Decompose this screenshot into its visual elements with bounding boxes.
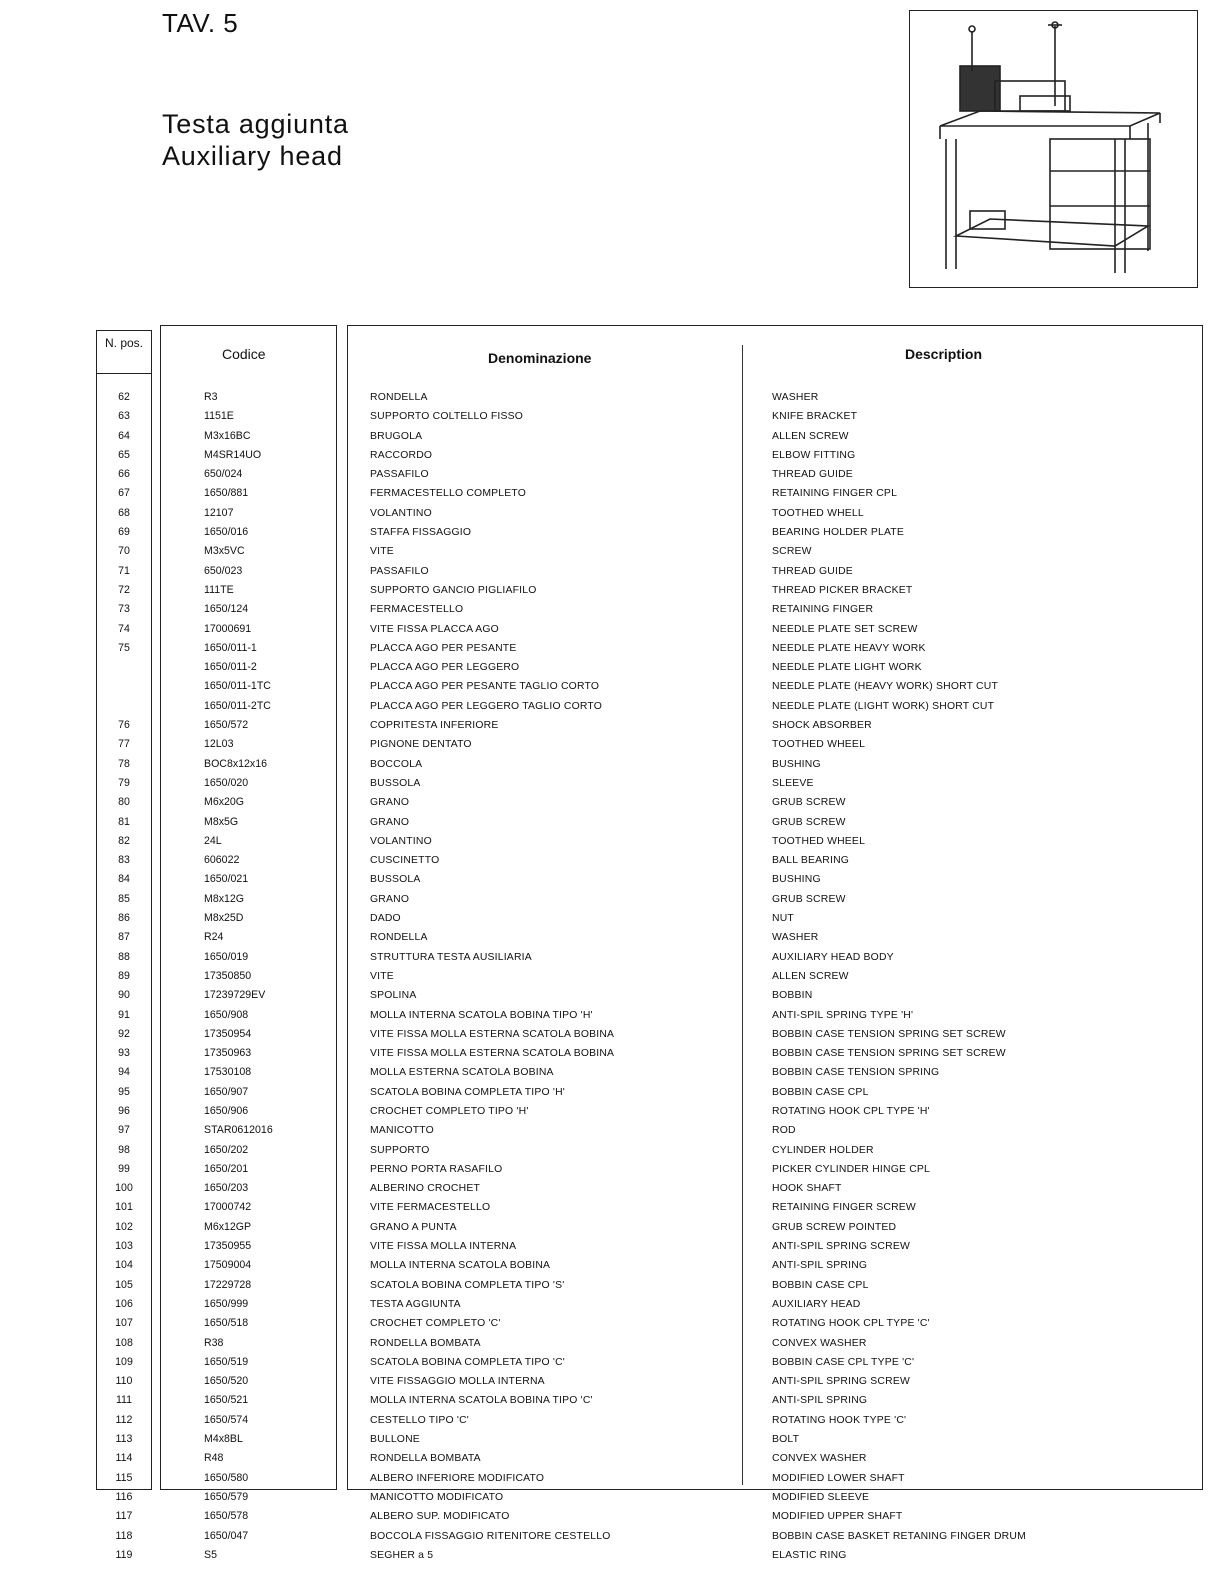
table-row: M8x12G [204,892,245,905]
table-row: GRUB SCREW [772,816,846,828]
table-row: 62 [118,391,130,403]
table-row: 109 [115,1355,133,1368]
table-row: NEEDLE PLATE (HEAVY WORK) SHORT CUT [772,681,999,693]
table-row: 68 [118,506,130,519]
table-row: WASHER [772,392,819,403]
table-row: 101 [115,1201,133,1214]
table-row: SEGHER a 5 [370,1549,434,1561]
table-row: 112 [115,1413,133,1426]
title-italian: Testa aggiunta [162,109,349,139]
table-row: 106 [115,1297,133,1310]
table-row: MODIFIED SLEEVE [772,1491,870,1503]
table-row: 1650/999 [204,1297,249,1310]
table-row: 1650/518 [204,1317,249,1330]
pos-list [97,388,151,1584]
table-row: 83 [118,854,130,867]
sewing-machine-icon [910,11,1196,286]
table-row: BUSHING [772,758,821,770]
table-row: RACCORDO [370,449,433,461]
table-row: 117 [115,1510,133,1523]
table-row: 63 [118,410,130,423]
table-row: ALLEN SCREW [772,430,849,442]
table-row: R38 [204,1336,224,1349]
table-row: SHOCK ABSORBER [772,720,872,732]
table-row: BOC8x12x16 [204,757,268,770]
table-row: MOLLA INTERNA SCATOLA BOBINA TIPO 'H' [370,1009,593,1021]
table-row: HOOK SHAFT [772,1183,842,1195]
table-row: BUSHING [772,874,821,886]
table-row: RETAINING FINGER CPL [772,488,898,500]
table-row: 1650/202 [204,1143,249,1156]
table-row: 67 [118,487,130,500]
table-row: 87 [118,931,130,944]
table-row: 91 [118,1008,130,1021]
table-row: GRANO [370,816,410,828]
table-row [97,1565,151,1584]
table-row: 111 [115,1394,133,1407]
table-row: M3x16BC [204,429,251,442]
table-row: 17509004 [204,1259,252,1272]
table-row: TOOTHED WHEEL [772,739,866,751]
table-row: ANTI-SPIL SPRING TYPE 'H' [772,1009,914,1021]
table-row: CROCHET COMPLETO TIPO 'H' [370,1105,529,1117]
table-row: 1650/016 [204,526,249,539]
table-row: 1650/907 [204,1085,249,1098]
table-row: THREAD PICKER BRACKET [772,584,913,596]
table-row: ROTATING HOOK CPL TYPE 'H' [772,1105,930,1117]
table-row: 72 [118,583,130,596]
table-row: BOBBIN [772,990,813,1002]
page-title [162,108,349,172]
table-row: PLACCA AGO PER PESANTE [370,642,517,654]
table-row: NEEDLE PLATE HEAVY WORK [772,642,926,654]
table-row: 77 [118,738,130,751]
table-row: MOLLA INTERNA SCATOLA BOBINA [370,1260,551,1272]
table-row: 1650/520 [204,1375,249,1388]
table-row: ANTI-SPIL SPRING [772,1395,868,1407]
table-row: RONDELLA BOMBATA [370,1453,481,1465]
table-row: 80 [118,796,130,809]
table-row: 102 [115,1220,133,1233]
table-row: MANICOTTO [370,1125,434,1137]
table-row: BOBBIN CASE TENSION SPRING SET SCREW [772,1028,1006,1040]
table-row: SCATOLA BOBINA COMPLETA TIPO 'H' [370,1086,565,1098]
table-row: ANTI-SPIL SPRING SCREW [772,1241,910,1253]
table-row: 1650/881 [204,487,249,500]
table-row: 650/024 [204,468,243,481]
table-row: 17239729EV [204,989,266,1002]
table-row: NEEDLE PLATE SET SCREW [772,623,918,635]
table-row: PERNO PORTA RASAFILO [370,1163,503,1175]
table-row: BULLONE [370,1434,420,1446]
table-row: VITE FERMACESTELLO [370,1202,491,1214]
table-row: 89 [118,969,130,982]
table-row: TESTA AGGIUNTA [370,1298,461,1310]
table-row [772,1565,1026,1584]
table-row: TOOTHED WHEEL [772,835,866,847]
table-row: VITE FISSA MOLLA INTERNA [370,1241,517,1253]
table-row: MANICOTTO MODIFICATO [370,1491,504,1503]
table-row: MOLLA ESTERNA SCATOLA BOBINA [370,1067,554,1079]
table-row: 95 [118,1085,130,1098]
table-row: 64 [118,429,130,442]
table-row: 74 [118,622,130,635]
table-row: RONDELLA BOMBATA [370,1337,481,1349]
table-row: 1650/124 [204,603,249,616]
table-row: R48 [204,1452,224,1465]
table-row: M8x25D [204,912,244,925]
table-row: THREAD GUIDE [772,565,853,577]
table-row: SCATOLA BOBINA COMPLETA TIPO 'S' [370,1279,565,1291]
table-row: ANTI-SPIL SPRING [772,1260,868,1272]
table-row: BUSSOLA [370,777,421,789]
table-row: BOBBIN CASE CPL [772,1086,869,1098]
table-row: 85 [118,892,130,905]
table-row: 100 [115,1182,133,1195]
table-row: 105 [115,1278,133,1291]
table-row: 1650/011-2TC [204,699,271,712]
table-row: VITE FISSA MOLLA ESTERNA SCATOLA BOBINA [370,1048,615,1060]
table-row: NEEDLE PLATE LIGHT WORK [772,662,922,674]
table-row: NEEDLE PLATE (LIGHT WORK) SHORT CUT [772,700,995,712]
table-row: STRUTTURA TESTA AUSILIARIA [370,951,532,963]
table-row: SCATOLA BOBINA COMPLETA TIPO 'C' [370,1356,565,1368]
table-row: 92 [118,1027,130,1040]
table-row: 88 [118,950,130,963]
table-row: 66 [118,468,130,481]
table-row: RETAINING FINGER [772,604,874,616]
table-row: 606022 [204,854,240,867]
table-row: CONVEX WASHER [772,1453,867,1465]
table-row: 114 [115,1452,133,1465]
table-row: 1151E [204,410,234,423]
table-row: 96 [118,1104,130,1117]
table-row [97,697,151,716]
table-row: 84 [118,873,130,886]
table-row: CESTELLO TIPO 'C' [370,1414,469,1426]
table-row: RONDELLA [370,392,428,403]
table-row: 104 [115,1259,133,1272]
table-row: 94 [118,1066,130,1079]
table-row [204,1565,273,1584]
table-row: BOLT [772,1434,800,1446]
table-row: GRUB SCREW [772,797,846,809]
table-row [97,677,151,696]
table-row: MODIFIED LOWER SHAFT [772,1472,905,1484]
table-row: RETAINING FINGER SCREW [772,1202,916,1214]
table-row: 79 [118,776,130,789]
table-row: 17000691 [204,622,252,635]
table-row: 1650/047 [204,1529,249,1542]
table-row: BRUGOLA [370,430,423,442]
table-row: VOLANTINO [370,507,432,519]
table-row: WASHER [772,932,819,944]
table-row: 650/023 [204,564,243,577]
table-row: PIGNONE DENTATO [370,739,472,751]
table-row: AUXILIARY HEAD BODY [772,951,894,963]
description-list [772,388,1026,1584]
table-row: 1650/011-1 [204,641,257,654]
table-row: STAR0612016 [204,1124,273,1137]
table-row: 1650/908 [204,1008,249,1021]
table-row: GRUB SCREW POINTED [772,1221,897,1233]
table-row: 17350963 [204,1047,252,1060]
machine-illustration [909,10,1198,288]
table-row: GRANO [370,893,410,905]
table-row: ALLEN SCREW [772,970,849,982]
table-row: SUPPORTO COLTELLO FISSO [370,411,523,423]
table-row: ROTATING HOOK CPL TYPE 'C' [772,1318,930,1330]
table-row: CROCHET COMPLETO 'C' [370,1318,501,1330]
table-row: DADO [370,913,401,925]
table-row: 1650/011-1TC [204,680,271,693]
table-row: 1650/020 [204,776,249,789]
table-row: S5 [204,1548,217,1561]
table-row: 1650/579 [204,1490,249,1503]
table-row: 1650/021 [204,873,249,886]
table-row: M4SR14UO [204,448,262,461]
table-row: R24 [204,931,224,944]
table-row: 71 [118,564,130,577]
table-row: 103 [115,1240,133,1253]
table-row: 1650/574 [204,1413,249,1426]
table-row: VITE FISSA MOLLA ESTERNA SCATOLA BOBINA [370,1028,615,1040]
table-row: 97 [118,1124,130,1137]
table-row: GRANO [370,797,410,809]
table-row: 70 [118,545,130,558]
table-row: 17000742 [204,1201,252,1214]
col-header-code: Codice [222,346,266,362]
table-row: SUPPORTO GANCIO PIGLIAFILO [370,584,537,596]
table-row: BOBBIN CASE BASKET RETANING FINGER DRUM [772,1530,1026,1542]
table-row: BOCCOLA [370,758,423,770]
table-row: M6x12GP [204,1220,252,1233]
table-row: 17229728 [204,1278,252,1291]
table-row: RONDELLA [370,932,428,944]
denominazione-list [370,388,614,1584]
table-row: CYLINDER HOLDER [772,1144,874,1156]
table-row: 69 [118,526,130,539]
table-row: FERMACESTELLO COMPLETO [370,488,527,500]
table-row: 107 [115,1317,133,1330]
table-row: MODIFIED UPPER SHAFT [772,1511,903,1523]
table-row: 93 [118,1047,130,1060]
table-row: PASSAFILO [370,469,429,481]
table-row: NUT [772,913,794,925]
col-header-denominazione: Denominazione [488,350,592,366]
table-row: 1650/519 [204,1355,249,1368]
table-row: BOBBIN CASE TENSION SPRING SET SCREW [772,1048,1006,1060]
table-row: 1650/201 [204,1162,249,1175]
table-row: 110 [115,1375,133,1388]
table-row: 111TE [204,583,234,596]
table-row: MOLLA INTERNA SCATOLA BOBINA TIPO 'C' [370,1395,593,1407]
table-row: 76 [118,719,130,732]
table-row: PLACCA AGO PER LEGGERO TAGLIO CORTO [370,700,603,712]
table-row: BOBBIN CASE CPL TYPE 'C' [772,1356,915,1368]
table-row: 78 [118,757,130,770]
table-row: 1650/578 [204,1510,249,1523]
title-english: Auxiliary head [162,141,343,171]
table-row [370,1565,614,1584]
table-row: M3x5VC [204,545,245,558]
table-row: 90 [118,989,130,1002]
table-row: VITE FISSA PLACCA AGO [370,623,499,635]
table-row: THREAD GUIDE [772,469,853,481]
table-row: VOLANTINO [370,835,432,847]
table-row: ELBOW FITTING [772,449,856,461]
table-row: VITE FISSAGGIO MOLLA INTERNA [370,1376,545,1388]
table-row: 17350955 [204,1240,252,1253]
table-row: PLACCA AGO PER LEGGERO [370,662,520,674]
col-header-pos: N. pos. [104,336,143,350]
table-row: 17350954 [204,1027,252,1040]
table-row: M4x8BL [204,1433,243,1446]
table-row: 82 [118,834,130,847]
table-row: VITE [370,546,394,558]
table-row: BOBBIN CASE CPL [772,1279,869,1291]
table-row: ALBERINO CROCHET [370,1183,481,1195]
table-row: 1650/580 [204,1471,249,1484]
table-row: ANTI-SPIL SPRING SCREW [772,1376,910,1388]
table-row: TOOTHED WHELL [772,507,864,519]
table-row: BEARING HOLDER PLATE [772,527,904,539]
table-row: VITE [370,970,394,982]
table-row: PASSAFILO [370,565,429,577]
table-row: 113 [115,1433,133,1446]
table-row: ALBERO INFERIORE MODIFICATO [370,1472,545,1484]
table-row: ROTATING HOOK TYPE 'C' [772,1414,907,1426]
table-row: BOBBIN CASE TENSION SPRING [772,1067,940,1079]
table-row: 65 [118,448,130,461]
table-row: 17350850 [204,969,252,982]
table-row: 118 [115,1529,133,1542]
table-row: 1650/019 [204,950,249,963]
table-row: BUSSOLA [370,874,421,886]
table-row: 24L [204,834,222,847]
table-row: PLACCA AGO PER PESANTE TAGLIO CORTO [370,681,600,693]
code-list [204,388,273,1584]
table-row: SPOLINA [370,990,417,1002]
table-row: BALL BEARING [772,855,850,867]
table-row: 119 [115,1548,133,1561]
table-row: SCREW [772,546,812,558]
table-row: BOCCOLA FISSAGGIO RITENITORE CESTELLO [370,1530,611,1542]
table-row: SUPPORTO [370,1144,430,1156]
table-row: ROD [772,1125,796,1137]
table-row: 99 [118,1162,130,1175]
table-row: ALBERO SUP. MODIFICATO [370,1511,510,1523]
table-row: 115 [115,1471,133,1484]
table-row: 1650/906 [204,1104,249,1117]
table-row: 81 [118,815,130,828]
table-row: KNIFE BRACKET [772,411,858,423]
table-row [97,658,151,677]
table-row: GRANO A PUNTA [370,1221,457,1233]
table-row: SLEEVE [772,777,814,789]
table-row: M6x20G [204,796,245,809]
table-row: 1650/572 [204,719,249,732]
table-row: 116 [115,1490,133,1503]
table-number: TAV. 5 [162,8,239,38]
table-row: 12107 [204,506,234,519]
table-row: ELASTIC RING [772,1549,847,1561]
table-row: GRUB SCREW [772,893,846,905]
table-row: 12L03 [204,738,234,751]
table-row: COPRITESTA INFERIORE [370,720,499,732]
column-divider [742,345,743,1485]
col-header-description: Description [905,346,983,362]
table-row: 75 [118,641,130,654]
table-row: FERMACESTELLO [370,604,464,616]
table-row: M8x5G [204,815,239,828]
table-row: R3 [204,391,218,403]
table-row: 86 [118,912,130,925]
table-row: 108 [115,1336,133,1349]
table-row: 1650/203 [204,1182,249,1195]
table-row: PICKER CYLINDER HINGE CPL [772,1163,931,1175]
table-row: CUSCINETTO [370,855,440,867]
table-row: CONVEX WASHER [772,1337,867,1349]
table-row: AUXILIARY HEAD [772,1298,861,1310]
table-row: 17530108 [204,1066,252,1079]
table-row: 98 [118,1143,130,1156]
table-row: 1650/521 [204,1394,249,1407]
table-row: 1650/011-2 [204,661,257,674]
table-row: STAFFA FISSAGGIO [370,527,472,539]
table-row: 73 [118,603,130,616]
